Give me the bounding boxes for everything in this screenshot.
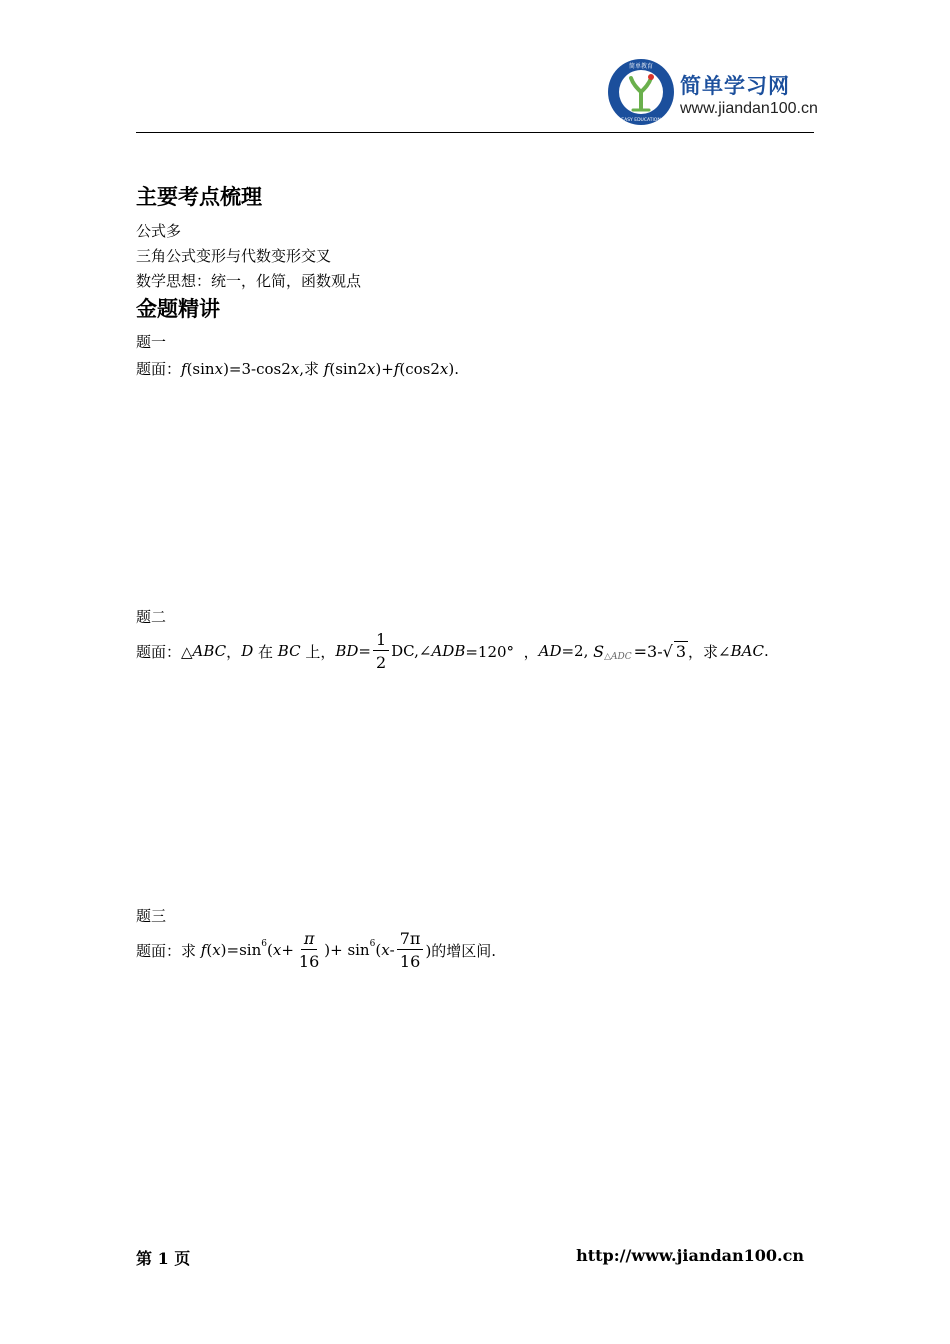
logo-ring-bottom: EASY EDUCATION bbox=[621, 118, 661, 123]
header-divider bbox=[136, 132, 814, 133]
section-title-key-points: 主要考点梳理 bbox=[136, 185, 262, 209]
math-text: 上， bbox=[300, 642, 336, 661]
page-number: 第 1 页 bbox=[136, 1249, 191, 1268]
brand-url[interactable]: www.jiandan100.cn bbox=[680, 100, 818, 117]
brand-logo bbox=[607, 58, 675, 126]
fraction bbox=[397, 929, 424, 971]
logo-ring-top: 简单教育 bbox=[628, 63, 654, 70]
fraction-numerator: 1 bbox=[373, 630, 389, 651]
math-var: f bbox=[181, 359, 187, 378]
section-title-problems: 金题精讲 bbox=[136, 297, 220, 321]
math-text: . bbox=[763, 642, 769, 660]
math-text: ( bbox=[375, 941, 382, 959]
math-text: DC,∠ bbox=[391, 642, 432, 660]
math-var: f bbox=[200, 941, 207, 959]
math-var: AD bbox=[538, 642, 562, 660]
fraction-numerator: π bbox=[301, 929, 318, 950]
sqrt-symbol: √ bbox=[662, 641, 673, 661]
math-text: )+ bbox=[375, 359, 394, 378]
problem-label: 题三 bbox=[136, 907, 167, 925]
math-text: )=sin bbox=[220, 941, 262, 959]
fraction-numerator: 7π bbox=[397, 929, 424, 950]
sqrt-radicand: 3 bbox=[675, 642, 687, 661]
math-text: =120° ， bbox=[465, 642, 539, 661]
fraction-denominator: 2 bbox=[375, 653, 387, 672]
math-text: )=3-cos2 bbox=[223, 359, 291, 378]
math-text: )+ sin bbox=[324, 941, 370, 959]
fraction-denominator: 16 bbox=[298, 952, 320, 971]
fraction-denominator: 16 bbox=[399, 952, 421, 971]
math-var: ADB bbox=[431, 642, 466, 660]
key-point-line: 三角公式变形与代数变形交叉 bbox=[136, 247, 332, 265]
math-var: S bbox=[593, 641, 605, 661]
math-var: BD bbox=[335, 642, 359, 660]
brand-name: 简单学习网 bbox=[680, 74, 790, 98]
math-var: f bbox=[393, 359, 400, 378]
math-text: (cos2 bbox=[399, 359, 440, 378]
math-var: ABC bbox=[192, 642, 227, 660]
statement-prefix: 题面：求 bbox=[136, 941, 201, 960]
fraction bbox=[296, 929, 322, 971]
math-var: f bbox=[323, 359, 330, 378]
math-var: x bbox=[214, 359, 224, 378]
math-text: = bbox=[358, 642, 371, 660]
math-var: BAC bbox=[730, 642, 764, 660]
math-var: x bbox=[290, 359, 300, 378]
math-superscript: 6 bbox=[261, 939, 267, 949]
math-text: ( bbox=[266, 941, 273, 959]
math-text: ， bbox=[226, 642, 242, 661]
math-text: (sin bbox=[186, 359, 215, 378]
problem-label: 题一 bbox=[136, 333, 167, 351]
key-point-line: 公式多 bbox=[136, 222, 182, 240]
math-var: x bbox=[439, 359, 449, 378]
statement-prefix: 题面： bbox=[136, 360, 182, 378]
math-var: D bbox=[241, 642, 254, 660]
math-text: )的增区间. bbox=[425, 941, 497, 960]
math-text: ，求∠ bbox=[688, 642, 731, 661]
key-point-line: 数学思想：统一，化简，函数观点 bbox=[136, 272, 362, 290]
math-text: (sin2 bbox=[329, 359, 367, 378]
math-text: + bbox=[281, 941, 294, 959]
math-var: BC bbox=[277, 642, 301, 660]
fraction bbox=[373, 630, 389, 672]
math-text: ( bbox=[206, 941, 213, 959]
math-var: x bbox=[272, 941, 282, 959]
math-var: x bbox=[212, 941, 221, 959]
math-var: x bbox=[381, 941, 390, 959]
math-text: ). bbox=[448, 359, 459, 378]
math-text: ,求 bbox=[299, 360, 324, 378]
problem-statement bbox=[136, 929, 496, 971]
math-text: 在 bbox=[253, 642, 278, 661]
math-superscript: 6 bbox=[369, 939, 376, 949]
math-text: =3- bbox=[633, 641, 663, 661]
statement-prefix: 题面：△ bbox=[136, 642, 193, 661]
footer-url[interactable]: http://www.jiandan100.cn bbox=[576, 1246, 804, 1265]
math-subscript: △ADC bbox=[604, 652, 632, 662]
math-text: =2, bbox=[561, 642, 594, 660]
math-text: - bbox=[389, 941, 395, 959]
math-var: x bbox=[366, 359, 376, 378]
problem-label: 题二 bbox=[136, 608, 167, 626]
problem-statement bbox=[136, 630, 769, 672]
problem-statement bbox=[136, 358, 459, 379]
